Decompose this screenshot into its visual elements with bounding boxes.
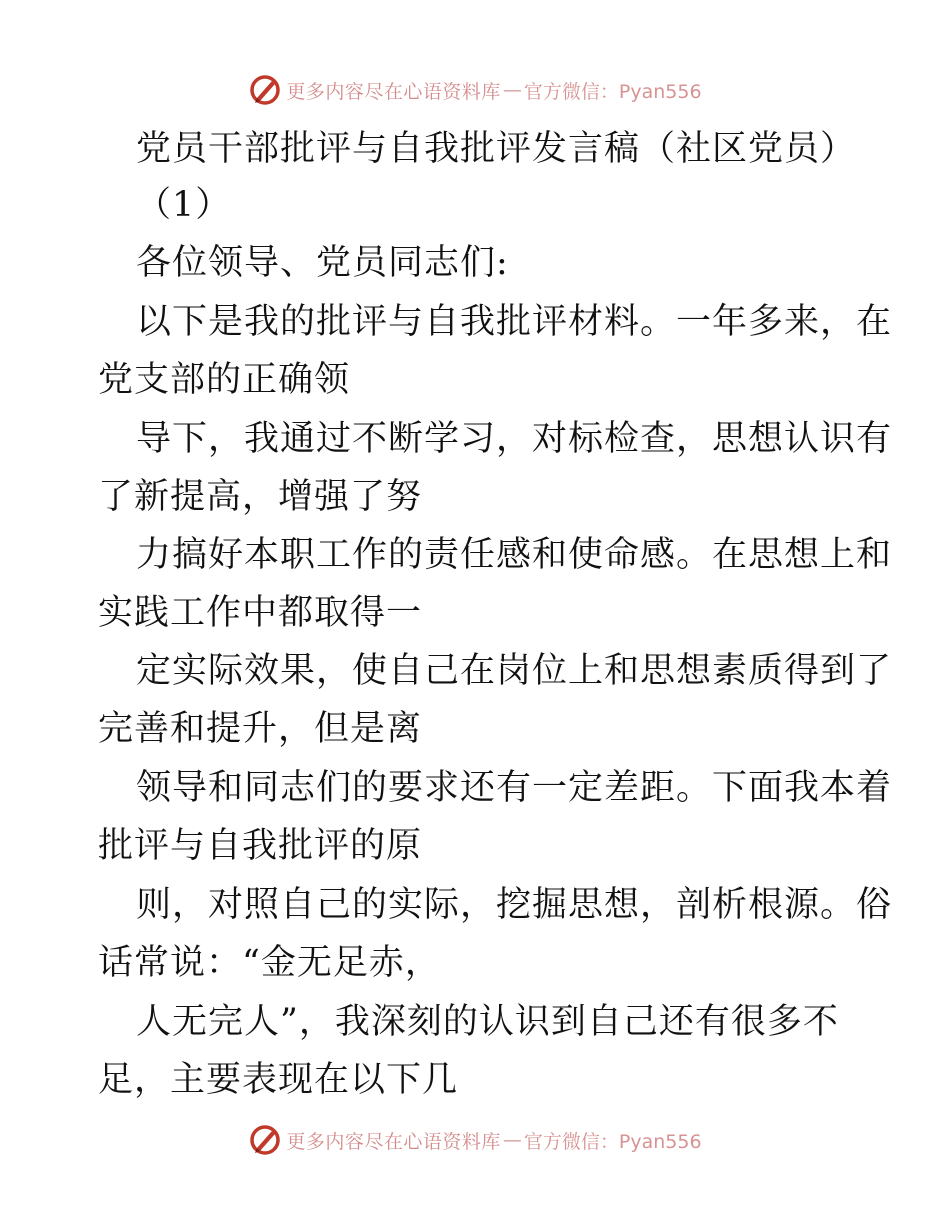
watermark-dash: — — [502, 1129, 522, 1151]
salutation: 各位领导、党员同志们: — [136, 243, 509, 283]
body-line: 人无完人”，我深刻的认识到自己还有很多不 — [136, 1002, 839, 1042]
footer-watermark — [0, 1120, 950, 1160]
watermark-main-text: 更多内容尽在心语资料库 — [286, 1130, 501, 1153]
body-line: 足，主要表现在以下几 — [98, 1060, 459, 1100]
document-title: 党员干部批评与自我批评发言稿（社区党员） — [136, 129, 857, 169]
watermark-main-text: 更多内容尽在心语资料库 — [286, 80, 501, 103]
body-line: 话常说：“金无足赤， — [98, 943, 441, 983]
body-line: 完善和提升，但是离 — [98, 709, 423, 749]
body-line: 以下是我的批评与自我批评材料。一年多来，在 — [136, 302, 893, 342]
watermark-wechat-text: 官方微信：Pyan556 — [523, 1130, 702, 1153]
body-line: 定实际效果，使自己在岗位上和思想素质得到了 — [136, 651, 893, 691]
watermark-dash: — — [502, 79, 522, 101]
document-subtitle: （1） — [136, 185, 232, 225]
pen-logo-icon — [248, 1123, 282, 1157]
body-line: 领导和同志们的要求还有一定差距。下面我本着 — [136, 768, 893, 808]
body-line: 实践工作中都取得一 — [98, 593, 423, 633]
body-line: 力搞好本职工作的责任感和使命感。在思想上和 — [136, 535, 893, 575]
body-line: 了新提高，增强了努 — [98, 477, 423, 517]
watermark-wechat-text: 官方微信：Pyan556 — [523, 80, 702, 103]
body-line: 导下，我通过不断学习，对标检查，思想认识有 — [136, 419, 893, 459]
pen-logo-icon — [248, 73, 282, 107]
body-line: 批评与自我批评的原 — [98, 826, 423, 866]
header-watermark — [0, 70, 950, 110]
body-line: 则，对照自己的实际，挖掘思想，剖析根源。俗 — [136, 885, 893, 925]
body-line: 党支部的正确领 — [98, 360, 351, 400]
